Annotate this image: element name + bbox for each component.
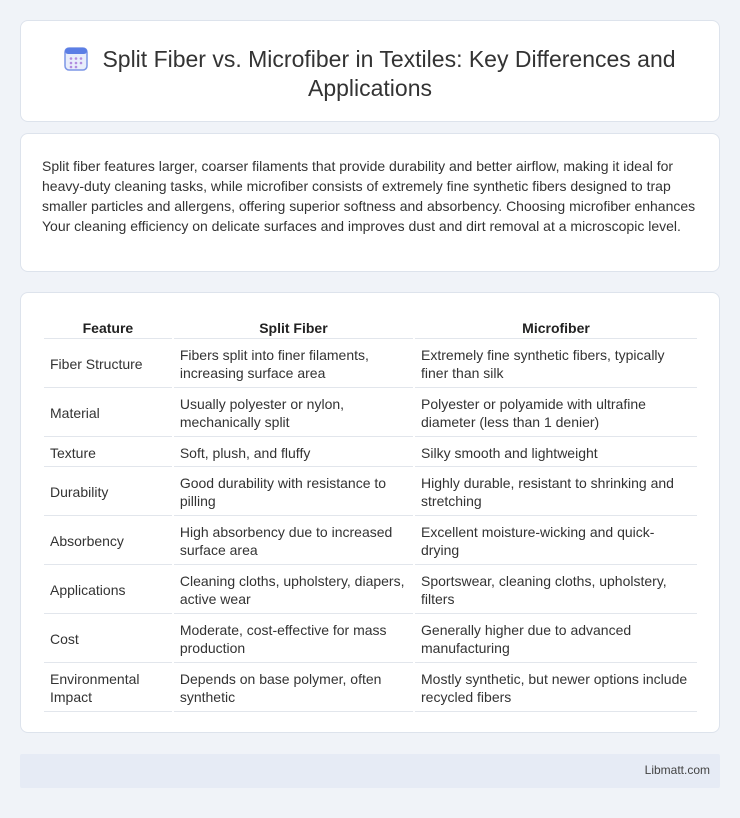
table-row [44,341,697,388]
summary-card [20,133,720,272]
table-cell-microfiber: Excellent moisture-wicking and quick-drying [415,518,697,565]
table-cell-feature: Cost [44,616,172,663]
footer-site-link[interactable]: Libmatt.com [644,763,710,777]
table-cell-feature: Fiber Structure [44,341,172,388]
summary-text: Split fiber features larger, coarser filaments that provide durability and better airflow, making it ideal for heavy-duty cleaning tasks, while microfiber consists of extremely fine synthetic fibers designed to trap smaller particles and allergens, offering superior softness and absorbency. Choosing microfiber enhances Your cleaning efficiency on delicate surfaces and improves dust and dirt removal at a microscopic level. [42,158,696,234]
table-cell-microfiber: Highly durable, resistant to shrinking and stretching [415,469,697,516]
table-cell-split-fiber: High absorbency due to increased surface area [174,518,413,565]
table-row [44,616,697,663]
table-row [44,665,697,712]
table-row [44,390,697,437]
table-cell-feature: Material [44,390,172,437]
comparison-table-card [20,292,720,733]
table-cell-split-fiber: Moderate, cost-effective for mass production [174,616,413,663]
calendar-icon [64,45,88,71]
table-cell-split-fiber: Usually polyester or nylon, mechanically split [174,390,413,437]
table-cell-split-fiber: Depends on base polymer, often synthetic [174,665,413,712]
table-cell-feature: Durability [44,469,172,516]
table-cell-split-fiber: Good durability with resistance to pilling [174,469,413,516]
table-cell-microfiber: Silky smooth and lightweight [415,439,697,467]
table-cell-feature: Applications [44,567,172,614]
table-cell-feature: Absorbency [44,518,172,565]
footer [20,754,720,788]
table-cell-microfiber: Polyester or polyamide with ultrafine diameter (less than 1 denier) [415,390,697,437]
table-row [44,469,697,516]
table-row [44,439,697,467]
table-cell-split-fiber: Fibers split into finer filaments, increasing surface area [174,341,413,388]
table-cell-feature: Environmental Impact [44,665,172,712]
comparison-table [42,316,699,714]
table-cell-microfiber: Mostly synthetic, but newer options include recycled fibers [415,665,697,712]
page-title: Split Fiber vs. Microfiber in Textiles: Key Differences and Applications [102,46,676,101]
table-row [44,518,697,565]
table-cell-microfiber: Generally higher due to advanced manufacturing [415,616,697,663]
table-cell-microfiber: Extremely fine synthetic fibers, typically finer than silk [415,341,697,388]
table-cell-split-fiber: Cleaning cloths, upholstery, diapers, active wear [174,567,413,614]
header-card [20,20,720,122]
table-row [44,567,697,614]
page-title-wrap [21,45,719,103]
header-split-fiber: Split Fiber [174,318,413,339]
table-header-row [44,318,697,339]
table-cell-feature: Texture [44,439,172,467]
table-cell-split-fiber: Soft, plush, and fluffy [174,439,413,467]
header-microfiber: Microfiber [415,318,697,339]
header-feature: Feature [44,318,172,339]
table-cell-microfiber: Sportswear, cleaning cloths, upholstery, filters [415,567,697,614]
